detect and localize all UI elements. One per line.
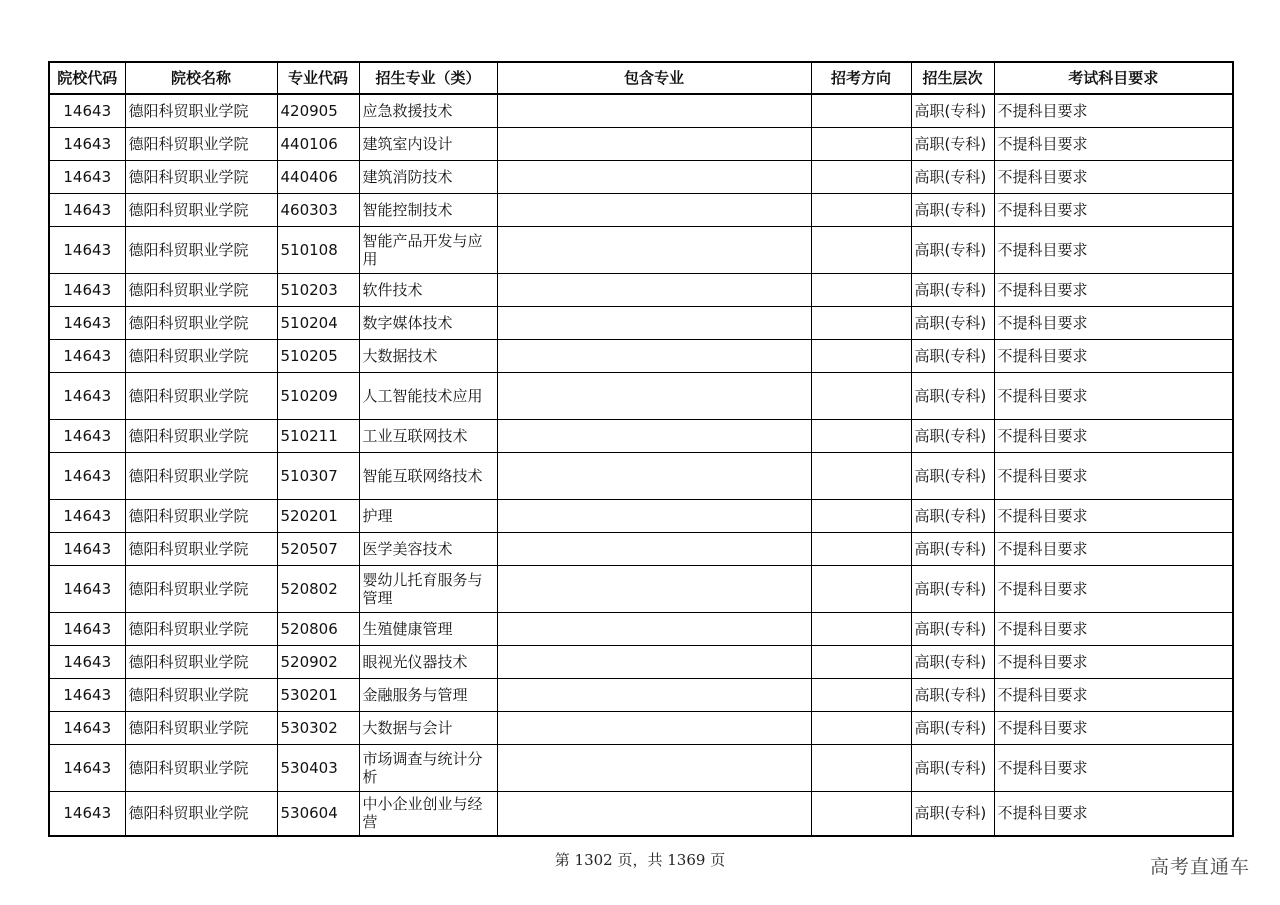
school-code-cell: 14643 bbox=[49, 193, 125, 226]
school-name-cell: 德阳科贸职业学院 bbox=[125, 612, 277, 645]
school-code-cell: 14643 bbox=[49, 419, 125, 452]
major-code-cell: 530403 bbox=[277, 744, 359, 791]
school-code-cell: 14643 bbox=[49, 678, 125, 711]
level-cell: 高职(专科) bbox=[911, 744, 994, 791]
subject-requirements-cell: 不提科目要求 bbox=[994, 94, 1233, 127]
major-cell: 金融服务与管理 bbox=[359, 678, 497, 711]
school-name-cell: 德阳科贸职业学院 bbox=[125, 744, 277, 791]
included-majors-cell bbox=[497, 226, 811, 273]
school-code-cell: 14643 bbox=[49, 612, 125, 645]
direction-cell bbox=[811, 273, 911, 306]
school-name-cell: 德阳科贸职业学院 bbox=[125, 499, 277, 532]
subject-requirements-cell: 不提科目要求 bbox=[994, 372, 1233, 419]
header-major: 招生专业（类） bbox=[359, 62, 497, 94]
table-row bbox=[49, 127, 1233, 160]
included-majors-cell bbox=[497, 499, 811, 532]
table-row bbox=[49, 744, 1233, 791]
school-name-cell: 德阳科贸职业学院 bbox=[125, 372, 277, 419]
level-cell: 高职(专科) bbox=[911, 532, 994, 565]
subject-requirements-cell: 不提科目要求 bbox=[994, 678, 1233, 711]
table-row bbox=[49, 791, 1233, 836]
table-row bbox=[49, 306, 1233, 339]
major-code-cell: 520802 bbox=[277, 565, 359, 612]
level-cell: 高职(专科) bbox=[911, 193, 994, 226]
major-code-cell: 520507 bbox=[277, 532, 359, 565]
subject-requirements-cell: 不提科目要求 bbox=[994, 744, 1233, 791]
school-name-cell: 德阳科贸职业学院 bbox=[125, 306, 277, 339]
header-level: 招生层次 bbox=[911, 62, 994, 94]
school-code-cell: 14643 bbox=[49, 565, 125, 612]
included-majors-cell bbox=[497, 306, 811, 339]
major-code-cell: 510205 bbox=[277, 339, 359, 372]
table-row bbox=[49, 339, 1233, 372]
header-direction: 招考方向 bbox=[811, 62, 911, 94]
table-row bbox=[49, 711, 1233, 744]
direction-cell bbox=[811, 645, 911, 678]
included-majors-cell bbox=[497, 273, 811, 306]
major-code-cell: 440406 bbox=[277, 160, 359, 193]
school-code-cell: 14643 bbox=[49, 306, 125, 339]
subject-requirements-cell: 不提科目要求 bbox=[994, 791, 1233, 836]
table-row bbox=[49, 645, 1233, 678]
major-code-cell: 420905 bbox=[277, 94, 359, 127]
included-majors-cell bbox=[497, 193, 811, 226]
major-code-cell: 460303 bbox=[277, 193, 359, 226]
major-code-cell: 510203 bbox=[277, 273, 359, 306]
major-cell: 生殖健康管理 bbox=[359, 612, 497, 645]
table-row bbox=[49, 94, 1233, 127]
direction-cell bbox=[811, 678, 911, 711]
major-cell: 眼视光仪器技术 bbox=[359, 645, 497, 678]
level-cell: 高职(专科) bbox=[911, 612, 994, 645]
major-code-cell: 510209 bbox=[277, 372, 359, 419]
level-cell: 高职(专科) bbox=[911, 645, 994, 678]
school-name-cell: 德阳科贸职业学院 bbox=[125, 452, 277, 499]
major-code-cell: 520201 bbox=[277, 499, 359, 532]
table-row bbox=[49, 273, 1233, 306]
school-name-cell: 德阳科贸职业学院 bbox=[125, 94, 277, 127]
page-number: 第 1302 页，共 1369 页 bbox=[554, 851, 726, 869]
subject-requirements-cell: 不提科目要求 bbox=[994, 339, 1233, 372]
direction-cell bbox=[811, 160, 911, 193]
school-name-cell: 德阳科贸职业学院 bbox=[125, 127, 277, 160]
direction-cell bbox=[811, 791, 911, 836]
included-majors-cell bbox=[497, 791, 811, 836]
table-row bbox=[49, 532, 1233, 565]
major-code-cell: 530201 bbox=[277, 678, 359, 711]
major-cell: 数字媒体技术 bbox=[359, 306, 497, 339]
school-name-cell: 德阳科贸职业学院 bbox=[125, 645, 277, 678]
included-majors-cell bbox=[497, 127, 811, 160]
major-code-cell: 440106 bbox=[277, 127, 359, 160]
school-code-cell: 14643 bbox=[49, 127, 125, 160]
header-major-code: 专业代码 bbox=[277, 62, 359, 94]
table-row bbox=[49, 160, 1233, 193]
level-cell: 高职(专科) bbox=[911, 678, 994, 711]
major-code-cell: 530604 bbox=[277, 791, 359, 836]
included-majors-cell bbox=[497, 160, 811, 193]
school-code-cell: 14643 bbox=[49, 273, 125, 306]
included-majors-cell bbox=[497, 452, 811, 499]
level-cell: 高职(专科) bbox=[911, 160, 994, 193]
table-row bbox=[49, 565, 1233, 612]
school-code-cell: 14643 bbox=[49, 711, 125, 744]
major-cell: 智能控制技术 bbox=[359, 193, 497, 226]
school-name-cell: 德阳科贸职业学院 bbox=[125, 678, 277, 711]
subject-requirements-cell: 不提科目要求 bbox=[994, 273, 1233, 306]
level-cell: 高职(专科) bbox=[911, 372, 994, 419]
direction-cell bbox=[811, 532, 911, 565]
school-name-cell: 德阳科贸职业学院 bbox=[125, 419, 277, 452]
header-included-majors: 包含专业 bbox=[497, 62, 811, 94]
school-name-cell: 德阳科贸职业学院 bbox=[125, 532, 277, 565]
included-majors-cell bbox=[497, 645, 811, 678]
school-code-cell: 14643 bbox=[49, 499, 125, 532]
major-cell: 大数据与会计 bbox=[359, 711, 497, 744]
direction-cell bbox=[811, 419, 911, 452]
subject-requirements-cell: 不提科目要求 bbox=[994, 127, 1233, 160]
major-code-cell: 510307 bbox=[277, 452, 359, 499]
direction-cell bbox=[811, 711, 911, 744]
school-code-cell: 14643 bbox=[49, 744, 125, 791]
school-name-cell: 德阳科贸职业学院 bbox=[125, 226, 277, 273]
school-code-cell: 14643 bbox=[49, 791, 125, 836]
direction-cell bbox=[811, 127, 911, 160]
major-cell: 中小企业创业与经营 bbox=[359, 791, 497, 836]
direction-cell bbox=[811, 372, 911, 419]
subject-requirements-cell: 不提科目要求 bbox=[994, 452, 1233, 499]
table-row bbox=[49, 612, 1233, 645]
major-cell: 建筑消防技术 bbox=[359, 160, 497, 193]
school-name-cell: 德阳科贸职业学院 bbox=[125, 791, 277, 836]
subject-requirements-cell: 不提科目要求 bbox=[994, 645, 1233, 678]
school-name-cell: 德阳科贸职业学院 bbox=[125, 273, 277, 306]
subject-requirements-cell: 不提科目要求 bbox=[994, 226, 1233, 273]
school-code-cell: 14643 bbox=[49, 645, 125, 678]
included-majors-cell bbox=[497, 94, 811, 127]
direction-cell bbox=[811, 193, 911, 226]
subject-requirements-cell: 不提科目要求 bbox=[994, 306, 1233, 339]
school-name-cell: 德阳科贸职业学院 bbox=[125, 193, 277, 226]
table-row bbox=[49, 452, 1233, 499]
included-majors-cell bbox=[497, 339, 811, 372]
level-cell: 高职(专科) bbox=[911, 452, 994, 499]
level-cell: 高职(专科) bbox=[911, 306, 994, 339]
subject-requirements-cell: 不提科目要求 bbox=[994, 499, 1233, 532]
direction-cell bbox=[811, 306, 911, 339]
major-cell: 医学美容技术 bbox=[359, 532, 497, 565]
subject-requirements-cell: 不提科目要求 bbox=[994, 565, 1233, 612]
direction-cell bbox=[811, 94, 911, 127]
included-majors-cell bbox=[497, 419, 811, 452]
major-cell: 人工智能技术应用 bbox=[359, 372, 497, 419]
direction-cell bbox=[811, 452, 911, 499]
header-school-code: 院校代码 bbox=[49, 62, 125, 94]
school-name-cell: 德阳科贸职业学院 bbox=[125, 160, 277, 193]
subject-requirements-cell: 不提科目要求 bbox=[994, 419, 1233, 452]
school-code-cell: 14643 bbox=[49, 532, 125, 565]
school-code-cell: 14643 bbox=[49, 94, 125, 127]
major-cell: 智能产品开发与应用 bbox=[359, 226, 497, 273]
included-majors-cell bbox=[497, 532, 811, 565]
table-row bbox=[49, 226, 1233, 273]
school-name-cell: 德阳科贸职业学院 bbox=[125, 711, 277, 744]
level-cell: 高职(专科) bbox=[911, 791, 994, 836]
table-row bbox=[49, 419, 1233, 452]
included-majors-cell bbox=[497, 372, 811, 419]
watermark: 高考直通车 bbox=[1149, 856, 1250, 878]
subject-requirements-cell: 不提科目要求 bbox=[994, 193, 1233, 226]
school-code-cell: 14643 bbox=[49, 372, 125, 419]
level-cell: 高职(专科) bbox=[911, 419, 994, 452]
school-code-cell: 14643 bbox=[49, 452, 125, 499]
included-majors-cell bbox=[497, 565, 811, 612]
school-code-cell: 14643 bbox=[49, 226, 125, 273]
table-header-row bbox=[49, 62, 1233, 94]
direction-cell bbox=[811, 339, 911, 372]
level-cell: 高职(专科) bbox=[911, 94, 994, 127]
admissions-table bbox=[48, 61, 1234, 837]
level-cell: 高职(专科) bbox=[911, 711, 994, 744]
major-cell: 智能互联网络技术 bbox=[359, 452, 497, 499]
school-name-cell: 德阳科贸职业学院 bbox=[125, 339, 277, 372]
header-subject-requirements: 考试科目要求 bbox=[994, 62, 1233, 94]
level-cell: 高职(专科) bbox=[911, 273, 994, 306]
level-cell: 高职(专科) bbox=[911, 499, 994, 532]
direction-cell bbox=[811, 744, 911, 791]
major-cell: 大数据技术 bbox=[359, 339, 497, 372]
header-school-name: 院校名称 bbox=[125, 62, 277, 94]
direction-cell bbox=[811, 499, 911, 532]
major-cell: 婴幼儿托育服务与管理 bbox=[359, 565, 497, 612]
major-code-cell: 510211 bbox=[277, 419, 359, 452]
level-cell: 高职(专科) bbox=[911, 127, 994, 160]
level-cell: 高职(专科) bbox=[911, 339, 994, 372]
major-code-cell: 510204 bbox=[277, 306, 359, 339]
school-code-cell: 14643 bbox=[49, 339, 125, 372]
table-row bbox=[49, 499, 1233, 532]
direction-cell bbox=[811, 612, 911, 645]
school-name-cell: 德阳科贸职业学院 bbox=[125, 565, 277, 612]
level-cell: 高职(专科) bbox=[911, 565, 994, 612]
included-majors-cell bbox=[497, 612, 811, 645]
subject-requirements-cell: 不提科目要求 bbox=[994, 711, 1233, 744]
level-cell: 高职(专科) bbox=[911, 226, 994, 273]
direction-cell bbox=[811, 226, 911, 273]
subject-requirements-cell: 不提科目要求 bbox=[994, 532, 1233, 565]
subject-requirements-cell: 不提科目要求 bbox=[994, 160, 1233, 193]
major-code-cell: 520902 bbox=[277, 645, 359, 678]
included-majors-cell bbox=[497, 744, 811, 791]
major-cell: 工业互联网技术 bbox=[359, 419, 497, 452]
included-majors-cell bbox=[497, 678, 811, 711]
school-code-cell: 14643 bbox=[49, 160, 125, 193]
table-row bbox=[49, 193, 1233, 226]
major-cell: 建筑室内设计 bbox=[359, 127, 497, 160]
major-code-cell: 510108 bbox=[277, 226, 359, 273]
major-cell: 软件技术 bbox=[359, 273, 497, 306]
table-row bbox=[49, 372, 1233, 419]
direction-cell bbox=[811, 565, 911, 612]
major-code-cell: 530302 bbox=[277, 711, 359, 744]
major-cell: 护理 bbox=[359, 499, 497, 532]
major-code-cell: 520806 bbox=[277, 612, 359, 645]
major-cell: 应急救援技术 bbox=[359, 94, 497, 127]
subject-requirements-cell: 不提科目要求 bbox=[994, 612, 1233, 645]
major-cell: 市场调查与统计分析 bbox=[359, 744, 497, 791]
table-row bbox=[49, 678, 1233, 711]
included-majors-cell bbox=[497, 711, 811, 744]
